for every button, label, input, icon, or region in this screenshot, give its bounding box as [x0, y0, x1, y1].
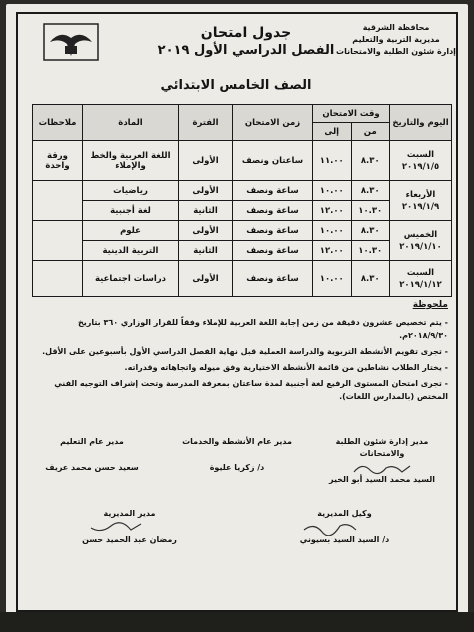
time-from: ٨.٣٠ [351, 221, 389, 241]
handwritten-signature [260, 520, 430, 534]
term-title: الفصل الدراسي الأول ٢٠١٩ [157, 43, 335, 58]
signatures-row-2 [22, 508, 452, 546]
header-to: إلى [313, 123, 352, 141]
day-name: السبت [406, 149, 435, 160]
signatory-role: وكيل المديرية [317, 509, 372, 518]
notes-heading: ملحوظة [412, 300, 448, 310]
day-cell [390, 141, 452, 181]
table-row [33, 181, 452, 201]
table-row [33, 261, 452, 297]
signatory-role: مدير عام التعليم [60, 437, 124, 446]
handwritten-signature [167, 448, 307, 462]
period-cell: الأولى [179, 141, 233, 181]
period-cell: الأولى [179, 221, 233, 241]
handwritten-signature [45, 520, 215, 534]
grade-title: الصف الخامس الابتدائي [160, 78, 312, 93]
header-from: من [351, 123, 389, 141]
authority-line: إدارة شئون الطلبة والامتحانات [336, 47, 456, 56]
day-cell [390, 221, 452, 261]
period-cell: الأولى [179, 181, 233, 201]
document-page [6, 4, 468, 628]
signatory-name: سعيد حسن محمد عريف [45, 463, 139, 472]
header-duration: زمن الامتحان [233, 105, 313, 141]
time-to: ١٠.٠٠ [313, 261, 352, 297]
signature-block [260, 508, 430, 546]
header-subject: المادة [83, 105, 179, 141]
subject-cell: دراسات اجتماعية [83, 261, 179, 297]
header-day: اليوم والتاريخ [390, 105, 452, 141]
table-row [33, 141, 452, 181]
photo-background [0, 612, 474, 632]
duration-cell: ساعتان ونصف [233, 141, 313, 181]
table-row [33, 201, 452, 221]
signature-block [167, 436, 307, 486]
signatory-name: السيد محمد السيد أبو الخير [329, 475, 435, 484]
note-item: - تجرى امتحان المستوى الرفيع لغة أجنبية لمدة ساعتان بمعرفة المدرسة وتحت إشراف التوجيه الفني المختص (بالمدارس اللغات). [30, 377, 448, 403]
day-date: ٢٠١٩/١/٩ [401, 201, 440, 212]
signatory-role: مدير المديرية [103, 509, 156, 518]
notes-list [30, 316, 448, 406]
header-time: وقت الامتحان [313, 105, 390, 123]
signature-block [312, 436, 452, 486]
day-name: الخميس [403, 229, 438, 240]
document-title [146, 24, 346, 60]
day-date: ٢٠١٩/١/١٢ [399, 279, 442, 290]
signatures-row-1 [22, 436, 452, 486]
signatory-role: مدير إدارة شئون الطلبة والامتحانات [335, 437, 429, 458]
time-from: ٨.٣٠ [351, 181, 389, 201]
time-from: ٨.٣٠ [351, 141, 389, 181]
signatory-name: د/ زكريا عليوة [209, 463, 265, 472]
issuing-authority [336, 22, 456, 58]
time-from: ١٠.٣٠ [351, 201, 389, 221]
duration-cell: ساعة ونصف [233, 181, 313, 201]
signatory-name: د/ السيد السيد بسيوني [299, 535, 390, 544]
day-cell [390, 181, 452, 221]
eagle-emblem-icon [42, 22, 100, 62]
day-date: ٢٠١٩/١/١٠ [399, 241, 442, 252]
note-cell [33, 221, 83, 261]
header-period: الفترة [179, 105, 233, 141]
note-item: - يختار الطلاب نشاطين من قائمة الأنشطة الاختيارية وفق ميوله واتجاهاته وقدراته. [30, 361, 448, 374]
subject-cell: لغة أجنبية [83, 201, 179, 221]
note-cell [33, 181, 83, 221]
schedule-title: جدول امتحان [200, 25, 292, 41]
authority-line: محافظة الشرقية [362, 23, 430, 32]
duration-cell: ساعة ونصف [233, 201, 313, 221]
handwritten-signature [22, 448, 162, 462]
day-name: الأربعاء [405, 189, 436, 200]
duration-cell: ساعة ونصف [233, 261, 313, 297]
exam-schedule-table [32, 104, 452, 297]
duration-cell: ساعة ونصف [233, 241, 313, 261]
subject-cell: اللغة العربية والخط والإملاء [83, 141, 179, 181]
header-notes: ملاحظات [33, 105, 83, 141]
note-cell: ورقة واحدة [33, 141, 83, 181]
table-row [33, 221, 452, 241]
authority-line: مديرية التربية والتعليم [352, 35, 440, 44]
time-to: ١٠.٠٠ [313, 221, 352, 241]
time-from: ١٠.٣٠ [351, 241, 389, 261]
day-name: السبت [406, 267, 435, 278]
handwritten-signature [312, 460, 452, 474]
day-date: ٢٠١٩/١/٥ [401, 161, 440, 172]
table-row [33, 241, 452, 261]
subject-cell: علوم [83, 221, 179, 241]
time-to: ١٠.٠٠ [313, 181, 352, 201]
time-to: ١١.٠٠ [313, 141, 352, 181]
period-cell: الأولى [179, 261, 233, 297]
signatory-role: مدير عام الأنشطة والخدمات [182, 437, 292, 446]
subject-cell: رياضيات [83, 181, 179, 201]
note-item: - يتم تخصيص عشرون دقيقة من زمن إجابة اللغة العربية للإملاء وفقاً للقرار الوزاري ٣٦٠ بتاريخ ٢٠١٨/٩/٣٠م. [30, 316, 448, 342]
subject-cell: التربية الدينية [83, 241, 179, 261]
signature-block [45, 508, 215, 546]
period-cell: الثانية [179, 201, 233, 221]
note-cell [33, 261, 83, 297]
day-cell [390, 261, 452, 297]
time-to: ١٢.٠٠ [313, 241, 352, 261]
period-cell: الثانية [179, 241, 233, 261]
signatory-name: رمضان عبد الحميد حسن [82, 535, 177, 544]
note-item: - تجرى تقويم الأنشطة التربوية والدراسة العملية قبل نهاية الفصل الدراسي الأول بأسبوعين على الأقل. [30, 345, 448, 358]
duration-cell: ساعة ونصف [233, 221, 313, 241]
time-to: ١٢.٠٠ [313, 201, 352, 221]
time-from: ٨.٣٠ [351, 261, 389, 297]
signature-block [22, 436, 162, 486]
